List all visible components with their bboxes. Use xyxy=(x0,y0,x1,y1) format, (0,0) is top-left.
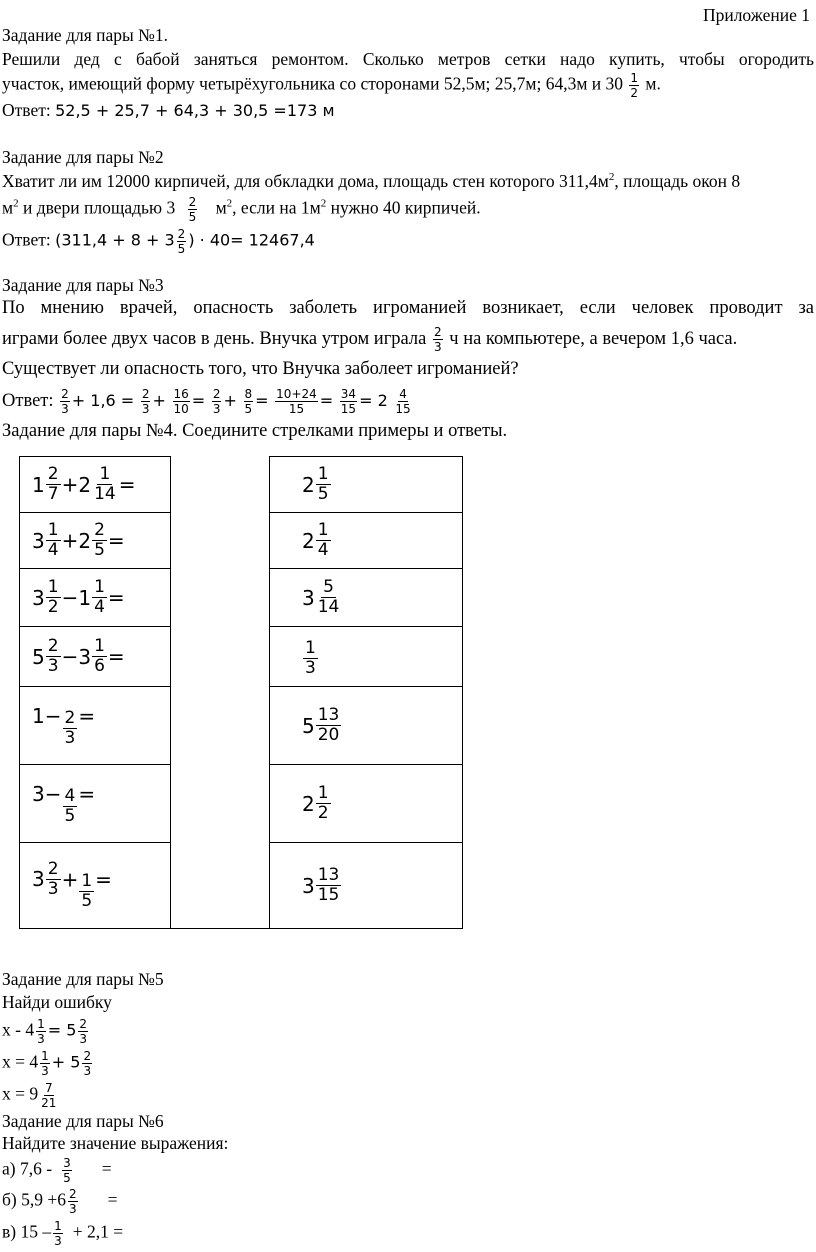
task4-title: Задание для пары №4. Соедините стрелками примеры и ответы. xyxy=(2,421,508,441)
table-row xyxy=(20,513,463,569)
task3-answer: Ответ: $\frac{2}{3}$ + 1,6 = $\frac{2}{3}$ + $\frac{16}{10}$ = $\frac{2}{3}$ + $\frac{8}{5}$ = $\frac{10+24}{15}$ = $\frac{34}{15}$ = 2 $\frac{4}{15}$ xyxy=(2,387,411,416)
table-row xyxy=(20,843,463,929)
arrow-space-cell[interactable] xyxy=(171,513,270,569)
task2-title: Задание для пары №2 xyxy=(2,147,164,167)
task3-line2: играми более двух часов в день. Внучка утром играла $\frac{2}{3}$ ч на компьютере, а вечером 1,6 часа. xyxy=(2,325,738,354)
arrow-space-cell[interactable] xyxy=(171,569,270,627)
arrow-space-cell[interactable] xyxy=(171,843,270,929)
table-row xyxy=(20,687,463,765)
task1-line2: участок, имеющий форму четырёхугольника со сторонами 52,5м; 25,7м; 64,3м и 30 $\frac{1}{2}$ м. xyxy=(2,71,661,100)
task2-line1: Хватит ли им 12000 кирпичей, для обкладки дома, площадь стен которого $311,4м^2$, площадь окон 8 xyxy=(2,171,741,191)
task5-title: Задание для пары №5 xyxy=(2,969,164,989)
answer-cell: 2 1 4 xyxy=(270,513,463,569)
task5-line2: х = 4 $\frac{1}{3}$ + 5 $\frac{2}{3}$ xyxy=(2,1049,92,1078)
task5-subtitle: Найди ошибку xyxy=(2,992,112,1012)
task5-line3: х = 9 $\frac{7}{21}$ xyxy=(2,1081,57,1110)
answer-cell: 5 13 20 xyxy=(270,687,463,765)
answer-cell: 3 5 14 xyxy=(270,569,463,627)
matching-table xyxy=(19,456,463,929)
task6-title: Задание для пары №6 xyxy=(2,1111,164,1131)
arrow-space-cell[interactable] xyxy=(171,627,270,687)
example-cell: 3 2 3 + 1 5 = xyxy=(20,843,171,929)
task3-line1: По мнению врачей, опасность заболеть игроманией возникает, если человек проводит за xyxy=(2,298,814,318)
task1-line1: Решили дед с бабой заняться ремонтом. Сколько метров сетки надо купить, чтобы огородить xyxy=(2,49,814,69)
example-cell: 3 1 2 − 1 1 4 = xyxy=(20,569,171,627)
task3-title: Задание для пары №3 xyxy=(2,275,164,295)
answer-cell: 2 1 2 xyxy=(270,765,463,843)
task6-subtitle: Найдите значение выражения: xyxy=(2,1133,229,1153)
fraction: $\frac{1}{2}$ xyxy=(630,71,639,100)
task1-answer: Ответ: 52,5 + 25,7 + 64,3 + 30,5 =173 м xyxy=(2,100,335,120)
table-row xyxy=(20,765,463,843)
task1-title: Задание для пары №1. xyxy=(2,25,168,45)
task6-item-b: б) 5,9 +6 $\frac{2}{3}$ = xyxy=(2,1187,118,1216)
answer-cell: 3 13 15 xyxy=(270,843,463,929)
table-row xyxy=(20,457,463,513)
example-cell: 3 − 4 5 = xyxy=(20,765,171,843)
task6-item-a: а) 7,6 - $\frac{3}{5}$ = xyxy=(2,1156,112,1185)
task3-line3: Существует ли опасность того, что Внучка заболеет игроманией? xyxy=(2,359,519,379)
table-row xyxy=(20,569,463,627)
arrow-space-cell[interactable] xyxy=(171,687,270,765)
task5-line1: х - 4 $\frac{1}{3}$ = 5 $\frac{2}{3}$ xyxy=(2,1017,88,1046)
example-cell: 1 2 7 + 2 1 14 = xyxy=(20,457,171,513)
task2-line2: $м^2$ и двери площадью 3 $\frac{2}{5}$ $м^2$, если на $1м^2$ нужно 40 кирпичей. xyxy=(2,195,481,224)
example-cell: 3 1 4 + 2 2 5 = xyxy=(20,513,171,569)
example-cell: 1 − 2 3 = xyxy=(20,687,171,765)
answer-cell: 2 1 5 xyxy=(270,457,463,513)
task2-answer: Ответ: (311,4 + 8 + 3 $\frac{2}{5}$ ) · 40= 12467,4 xyxy=(2,227,315,256)
task6-item-c: в) 15 – $\frac{1}{3}$ + 2,1 = xyxy=(2,1219,124,1248)
arrow-space-cell[interactable] xyxy=(171,765,270,843)
appendix-label: Приложение 1 xyxy=(702,5,810,25)
example-cell: 5 2 3 − 3 1 6 = xyxy=(20,627,171,687)
table-row xyxy=(20,627,463,687)
arrow-space-cell[interactable] xyxy=(171,457,270,513)
answer-cell: 1 3 xyxy=(270,627,463,687)
